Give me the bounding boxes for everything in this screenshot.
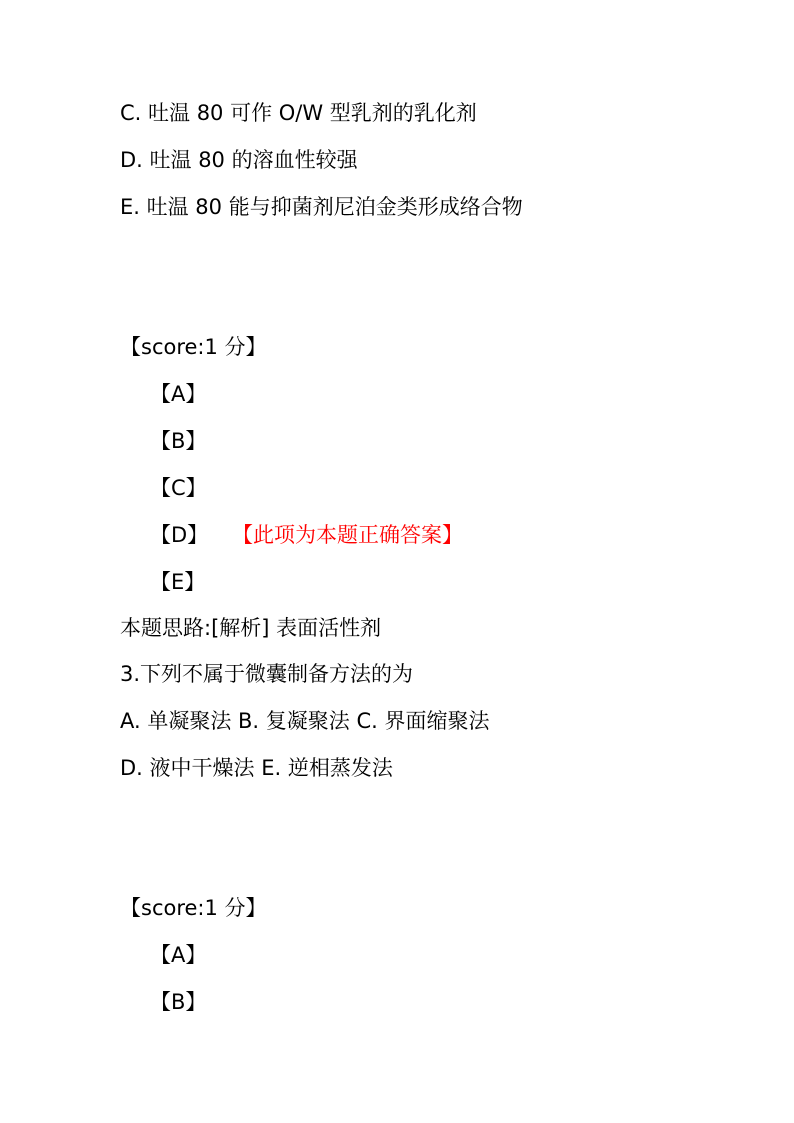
option-d: D. 吐温 80 的溶血性较强	[120, 148, 358, 172]
option-c: C. 吐温 80 可作 O/W 型乳剂的乳化剂	[120, 101, 477, 125]
correct-answer-note: 【此项为本题正确答案】	[232, 523, 463, 547]
answer-b: 【B】	[150, 990, 207, 1014]
option-e: E. 吐温 80 能与抑菌剂尼泊金类形成络合物	[120, 195, 523, 219]
question-stem: 3.下列不属于微囊制备方法的为	[120, 662, 414, 686]
answer-b: 【B】	[150, 429, 207, 453]
question-options-line-2: D. 液中干燥法 E. 逆相蒸发法	[120, 756, 393, 780]
score-label: 【score:1 分】	[120, 335, 267, 359]
answer-c: 【C】	[150, 476, 207, 500]
answer-a: 【A】	[150, 943, 207, 967]
answer-e: 【E】	[150, 570, 206, 594]
question-options-line-1: A. 单凝聚法 B. 复凝聚法 C. 界面缩聚法	[120, 709, 490, 733]
answer-a: 【A】	[150, 382, 207, 406]
explanation: 本题思路:[解析] 表面活性剂	[120, 616, 382, 640]
score-label: 【score:1 分】	[120, 896, 267, 920]
answer-d: 【D】	[150, 523, 209, 547]
